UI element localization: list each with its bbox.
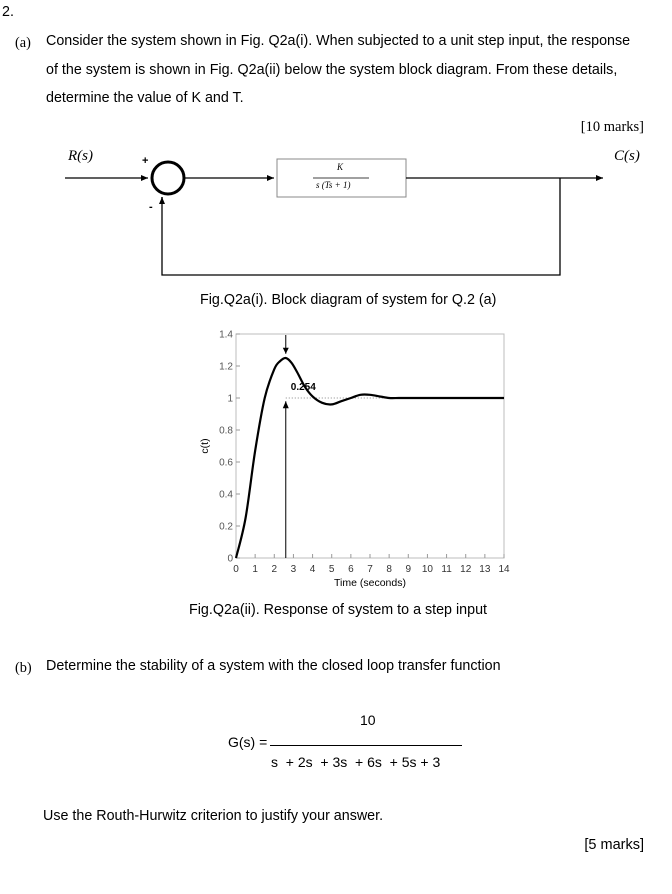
transfer-function-lhs: G(s) = bbox=[228, 734, 268, 750]
transfer-function-denominator: s + 2s + 3s + 6s + 5s + 3 bbox=[271, 754, 441, 770]
part-a-line-3: determine the value of K and T. bbox=[46, 90, 244, 106]
x-tick-label: 1 bbox=[252, 564, 258, 575]
step-response-chart bbox=[190, 322, 530, 598]
y-tick-label: 1.4 bbox=[219, 329, 233, 341]
block-diagram-caption: Fig.Q2a(i). Block diagram of system for Q.2 (a) bbox=[200, 292, 497, 308]
y-tick-label: 0 bbox=[227, 553, 233, 565]
summing-junction bbox=[152, 162, 184, 194]
x-tick-label: 3 bbox=[290, 564, 297, 575]
y-tick-label: 1 bbox=[227, 393, 233, 405]
tf-numerator: K bbox=[337, 162, 344, 172]
part-a-line-2: of the system is shown in Fig. Q2a(ii) below the system block diagram. From these details, bbox=[46, 62, 618, 78]
x-tick-label: 7 bbox=[367, 564, 373, 575]
x-tick-label: 0 bbox=[233, 564, 239, 575]
y-tick-label: 0.2 bbox=[219, 521, 233, 533]
y-tick-label: 0.4 bbox=[219, 489, 233, 501]
question-number: 2. bbox=[2, 4, 14, 20]
part-b-marks: [5 marks] bbox=[584, 837, 644, 853]
x-tick-label: 12 bbox=[460, 564, 472, 575]
x-tick-label: 11 bbox=[441, 564, 452, 575]
transfer-function-numerator: 10 bbox=[360, 712, 376, 728]
minus-sign: - bbox=[149, 201, 153, 213]
part-a-label: (a) bbox=[15, 35, 31, 51]
x-tick-label: 10 bbox=[421, 564, 433, 575]
part-b-label: (b) bbox=[15, 660, 32, 676]
part-b-text: Determine the stability of a system with the closed loop transfer function bbox=[46, 658, 501, 674]
part-a-line-1: Consider the system shown in Fig. Q2a(i). When subjected to a unit step input, the response bbox=[46, 33, 631, 49]
output-label-c-s: C(s) bbox=[614, 148, 640, 164]
x-tick-label: 13 bbox=[479, 564, 491, 575]
x-tick-label: 4 bbox=[309, 564, 316, 575]
block-diagram bbox=[0, 140, 672, 300]
plus-sign: + bbox=[142, 155, 149, 167]
x-tick-label: 5 bbox=[328, 564, 335, 575]
x-tick-label: 6 bbox=[348, 564, 354, 575]
x-tick-label: 9 bbox=[405, 564, 412, 575]
chart-caption: Fig.Q2a(ii). Response of system to a step input bbox=[189, 602, 487, 618]
y-axis-label: c(t) bbox=[199, 438, 211, 454]
x-axis-label: Time (seconds) bbox=[334, 577, 406, 589]
y-tick-label: 0.6 bbox=[219, 457, 233, 469]
x-tick-label: 8 bbox=[386, 564, 392, 575]
overshoot-annotation: 0.254 bbox=[290, 381, 316, 393]
input-label-r-s: R(s) bbox=[68, 148, 93, 164]
tf-denominator: s (Ts + 1) bbox=[316, 180, 351, 190]
y-tick-label: 1.2 bbox=[219, 361, 233, 373]
x-tick-label: 14 bbox=[498, 564, 510, 575]
y-tick-label: 0.8 bbox=[219, 425, 233, 437]
part-a-marks: [10 marks] bbox=[580, 119, 644, 135]
transfer-function-fraction-bar bbox=[270, 745, 462, 746]
x-tick-label: 2 bbox=[271, 564, 278, 575]
part-b-instruction: Use the Routh-Hurwitz criterion to justify your answer. bbox=[43, 808, 384, 824]
